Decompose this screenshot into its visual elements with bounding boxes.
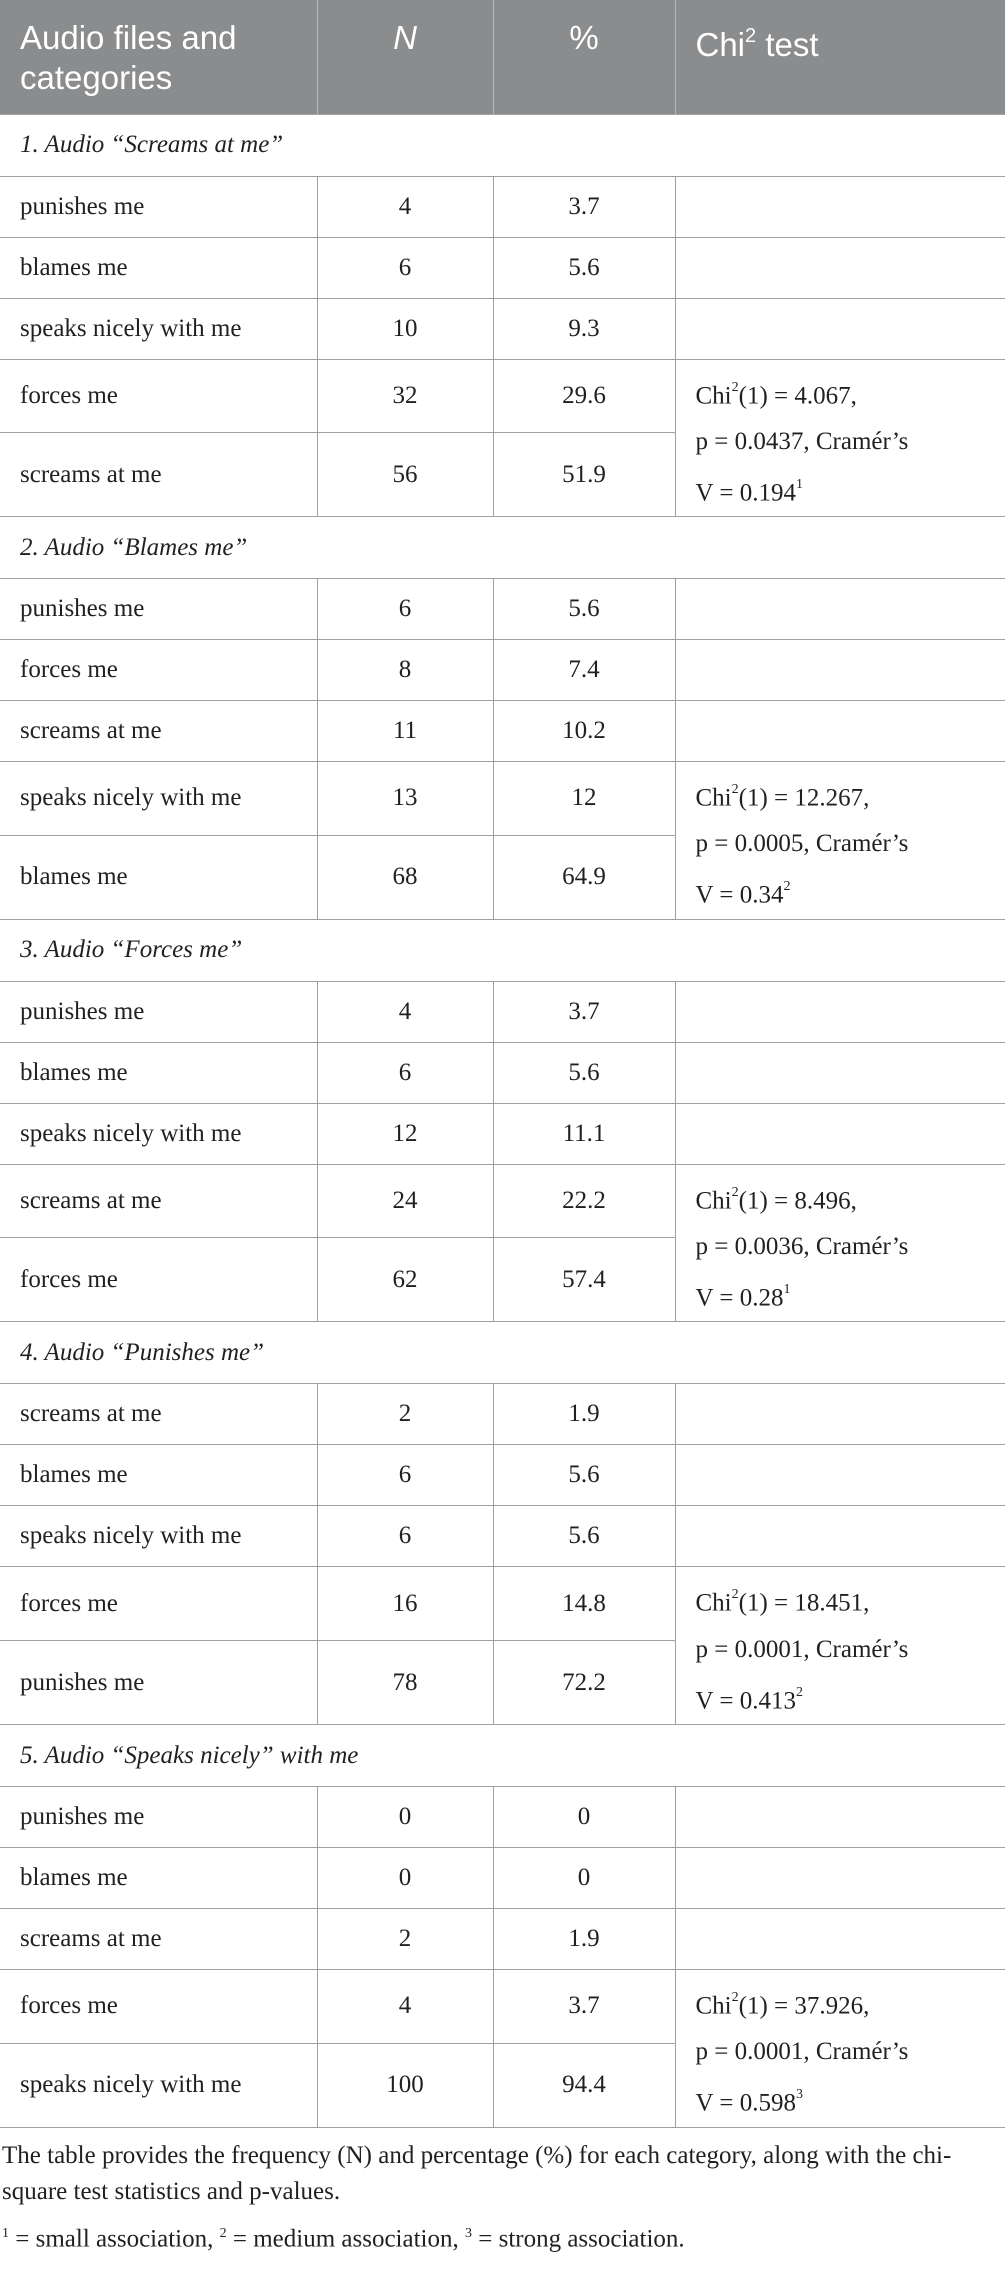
percent-cell: 72.2 xyxy=(493,1640,675,1724)
section-title: 4. Audio “Punishes me” xyxy=(0,1322,1005,1384)
n-cell: 68 xyxy=(317,835,493,919)
association-mark: 3 xyxy=(795,2087,803,2103)
chi-test-cell xyxy=(675,762,1005,920)
header-chi-test xyxy=(675,0,1005,114)
chi-test-cell xyxy=(675,1567,1005,1725)
percent-cell: 5.6 xyxy=(493,237,675,298)
chi-empty-cell xyxy=(675,579,1005,640)
category-cell: speaks nicely with me xyxy=(0,298,317,359)
percent-cell: 3.7 xyxy=(493,1970,675,2043)
table-row xyxy=(0,1384,1005,1445)
category-cell: punishes me xyxy=(0,1787,317,1848)
header-n xyxy=(317,0,493,114)
header-chi-sup: 2 xyxy=(745,25,757,47)
category-cell: blames me xyxy=(0,1445,317,1506)
chi-empty-cell xyxy=(675,1848,1005,1909)
category-cell: screams at me xyxy=(0,1384,317,1445)
table-row xyxy=(0,237,1005,298)
chi-empty-cell xyxy=(675,1909,1005,1970)
n-cell: 6 xyxy=(317,237,493,298)
category-cell: punishes me xyxy=(0,981,317,1042)
chi-empty-cell xyxy=(675,1445,1005,1506)
category-cell: blames me xyxy=(0,1042,317,1103)
table-row xyxy=(0,1567,1005,1640)
association-mark: 1 xyxy=(795,476,803,492)
section-title: 1. Audio “Screams at me” xyxy=(0,114,1005,176)
chi-empty-cell xyxy=(675,1384,1005,1445)
p-value: p = 0.0005, Cramér’s xyxy=(695,830,909,858)
p-value: p = 0.0001, Cramér’s xyxy=(695,2038,909,2066)
category-cell: blames me xyxy=(0,1848,317,1909)
percent-cell: 5.6 xyxy=(493,1506,675,1567)
header-n-label: N xyxy=(393,19,417,56)
section-title: 5. Audio “Speaks nicely” with me xyxy=(0,1725,1005,1787)
n-cell: 6 xyxy=(317,579,493,640)
section-title: 2. Audio “Blames me” xyxy=(0,517,1005,579)
chi-test-cell xyxy=(675,359,1005,517)
n-cell: 6 xyxy=(317,1445,493,1506)
percent-cell: 3.7 xyxy=(493,176,675,237)
chi-empty-cell xyxy=(675,981,1005,1042)
chi-sup: 2 xyxy=(731,1990,739,2006)
chi-empty-cell xyxy=(675,640,1005,701)
table-row xyxy=(0,1103,1005,1164)
category-cell: screams at me xyxy=(0,701,317,762)
n-cell: 4 xyxy=(317,176,493,237)
section-row xyxy=(0,1725,1005,1787)
percent-cell: 5.6 xyxy=(493,579,675,640)
chi-sup: 2 xyxy=(731,379,739,395)
chi-empty-cell xyxy=(675,701,1005,762)
n-cell: 11 xyxy=(317,701,493,762)
percent-cell: 5.6 xyxy=(493,1445,675,1506)
chi-empty-cell xyxy=(675,1506,1005,1567)
category-cell: forces me xyxy=(0,1238,317,1322)
p-value: p = 0.0001, Cramér’s xyxy=(695,1635,909,1663)
chi-empty-cell xyxy=(675,1103,1005,1164)
n-cell: 8 xyxy=(317,640,493,701)
percent-cell: 51.9 xyxy=(493,432,675,516)
table-row xyxy=(0,1445,1005,1506)
category-cell: screams at me xyxy=(0,1164,317,1237)
chi-value: (1) = 4.067, xyxy=(738,381,857,409)
table-row xyxy=(0,1909,1005,1970)
table-row xyxy=(0,1164,1005,1237)
association-mark: 1 xyxy=(783,1282,791,1298)
category-cell: screams at me xyxy=(0,1909,317,1970)
percent-cell: 57.4 xyxy=(493,1238,675,1322)
category-cell: screams at me xyxy=(0,432,317,516)
category-cell: forces me xyxy=(0,1567,317,1640)
chi-label: Chi xyxy=(695,1992,732,2020)
percent-cell: 1.9 xyxy=(493,1384,675,1445)
n-cell: 13 xyxy=(317,762,493,835)
category-cell: forces me xyxy=(0,1970,317,2043)
cramers-v: V = 0.194 xyxy=(695,479,796,507)
table-row xyxy=(0,762,1005,835)
table-row xyxy=(0,298,1005,359)
percent-cell: 12 xyxy=(493,762,675,835)
section-row xyxy=(0,114,1005,176)
table-row xyxy=(0,579,1005,640)
n-cell: 4 xyxy=(317,1970,493,2043)
table-header xyxy=(0,0,1005,114)
chi-label: Chi xyxy=(695,1187,732,1215)
n-cell: 56 xyxy=(317,432,493,516)
p-value: p = 0.0437, Cramér’s xyxy=(695,427,909,455)
table-footnote xyxy=(0,2210,1005,2257)
percent-cell: 10.2 xyxy=(493,701,675,762)
chi-value: (1) = 8.496, xyxy=(738,1187,857,1215)
chi-sup: 2 xyxy=(731,1587,739,1603)
footnote-mark-3: 3 xyxy=(464,2225,472,2241)
chi-label: Chi xyxy=(695,784,732,812)
association-mark: 2 xyxy=(795,1684,803,1700)
association-mark: 2 xyxy=(783,879,791,895)
chi-empty-cell xyxy=(675,1787,1005,1848)
footnote-mark-2: 2 xyxy=(219,2225,227,2241)
p-value: p = 0.0036, Cramér’s xyxy=(695,1233,909,1261)
footnote-mark-1: 1 xyxy=(2,2225,9,2241)
table-row xyxy=(0,1506,1005,1567)
table-row xyxy=(0,1042,1005,1103)
section-row xyxy=(0,1322,1005,1384)
chi-empty-cell xyxy=(675,237,1005,298)
category-cell: blames me xyxy=(0,237,317,298)
chi-empty-cell xyxy=(675,298,1005,359)
percent-cell: 11.1 xyxy=(493,1103,675,1164)
chi-test-cell xyxy=(675,1164,1005,1322)
category-cell: punishes me xyxy=(0,176,317,237)
percent-cell: 14.8 xyxy=(493,1567,675,1640)
table-row xyxy=(0,1848,1005,1909)
table-row xyxy=(0,176,1005,237)
header-test-label: test xyxy=(756,26,819,63)
n-cell: 6 xyxy=(317,1506,493,1567)
chi-value: (1) = 37.926, xyxy=(738,1992,870,2020)
footnote-text-3: = strong association. xyxy=(471,2225,685,2253)
chi-value: (1) = 12.267, xyxy=(738,784,870,812)
chi-test-cell xyxy=(675,1970,1005,2128)
category-cell: speaks nicely with me xyxy=(0,1506,317,1567)
category-cell: speaks nicely with me xyxy=(0,2043,317,2127)
percent-cell: 9.3 xyxy=(493,298,675,359)
table-row xyxy=(0,981,1005,1042)
n-cell: 78 xyxy=(317,1640,493,1724)
n-cell: 10 xyxy=(317,298,493,359)
footnote-text-2: = medium association, xyxy=(226,2225,465,2253)
cramers-v: V = 0.413 xyxy=(695,1687,796,1715)
percent-cell: 5.6 xyxy=(493,1042,675,1103)
table-row xyxy=(0,1970,1005,2043)
table-row xyxy=(0,701,1005,762)
chi-value: (1) = 18.451, xyxy=(738,1589,870,1617)
section-row xyxy=(0,517,1005,579)
percent-cell: 3.7 xyxy=(493,981,675,1042)
n-cell: 100 xyxy=(317,2043,493,2127)
cramers-v: V = 0.28 xyxy=(695,1284,784,1312)
percent-cell: 0 xyxy=(493,1848,675,1909)
percent-cell: 0 xyxy=(493,1787,675,1848)
chi-label: Chi xyxy=(695,1589,732,1617)
section-title: 3. Audio “Forces me” xyxy=(0,919,1005,981)
chi-label: Chi xyxy=(695,381,732,409)
table-row xyxy=(0,359,1005,432)
category-cell: speaks nicely with me xyxy=(0,762,317,835)
n-cell: 12 xyxy=(317,1103,493,1164)
section-row xyxy=(0,919,1005,981)
chi-empty-cell xyxy=(675,1042,1005,1103)
category-cell: punishes me xyxy=(0,1640,317,1724)
footnote-text-1: = small association, xyxy=(9,2225,220,2253)
category-cell: forces me xyxy=(0,359,317,432)
percent-cell: 22.2 xyxy=(493,1164,675,1237)
category-cell: blames me xyxy=(0,835,317,919)
category-cell: speaks nicely with me xyxy=(0,1103,317,1164)
table-body xyxy=(0,114,1005,2127)
table-row xyxy=(0,1787,1005,1848)
cramers-v: V = 0.34 xyxy=(695,881,784,909)
n-cell: 0 xyxy=(317,1787,493,1848)
percent-cell: 29.6 xyxy=(493,359,675,432)
chi-sup: 2 xyxy=(731,782,739,798)
table-note: The table provides the frequency (N) and percentage (%) for each category, along with the chi-square test statistics and p-values. xyxy=(2,2141,952,2205)
header-categories: Audio files and categories xyxy=(0,0,317,114)
n-cell: 32 xyxy=(317,359,493,432)
n-cell: 6 xyxy=(317,1042,493,1103)
n-cell: 2 xyxy=(317,1909,493,1970)
percent-cell: 64.9 xyxy=(493,835,675,919)
header-chi-label: Chi xyxy=(695,26,746,63)
category-cell: punishes me xyxy=(0,579,317,640)
header-percent: % xyxy=(493,0,675,114)
n-cell: 16 xyxy=(317,1567,493,1640)
n-cell: 62 xyxy=(317,1238,493,1322)
n-cell: 2 xyxy=(317,1384,493,1445)
percent-cell: 94.4 xyxy=(493,2043,675,2127)
chi-sup: 2 xyxy=(731,1184,739,1200)
percent-cell: 1.9 xyxy=(493,1909,675,1970)
chi-empty-cell xyxy=(675,176,1005,237)
category-cell: forces me xyxy=(0,640,317,701)
n-cell: 4 xyxy=(317,981,493,1042)
table-row xyxy=(0,640,1005,701)
percent-cell: 7.4 xyxy=(493,640,675,701)
cramers-v: V = 0.598 xyxy=(695,2089,796,2117)
n-cell: 24 xyxy=(317,1164,493,1237)
n-cell: 0 xyxy=(317,1848,493,1909)
